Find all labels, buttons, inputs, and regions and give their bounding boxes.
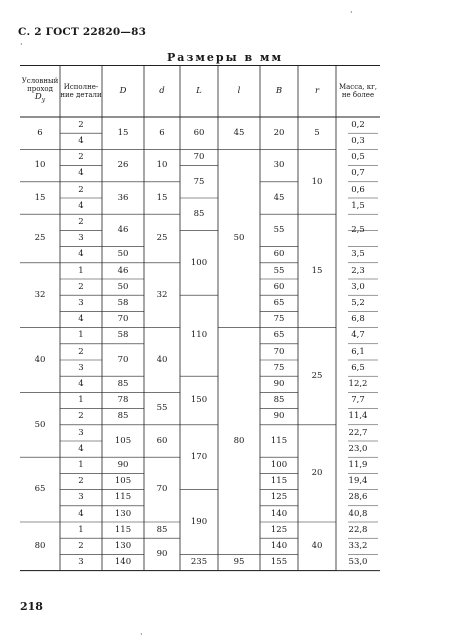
execution-cell: 2 bbox=[78, 119, 84, 130]
execution-cell: 1 bbox=[78, 330, 84, 341]
L-cell: 170 bbox=[190, 451, 208, 462]
execution-cell: 2 bbox=[78, 152, 84, 163]
mass-cell: 3,5 bbox=[351, 249, 365, 260]
B-cell: 75 bbox=[273, 362, 285, 373]
B-cell: 55 bbox=[273, 225, 285, 236]
execution-cell: 4 bbox=[78, 508, 84, 519]
mass-cell: 0,6 bbox=[351, 184, 365, 195]
D-cell: 70 bbox=[117, 354, 129, 365]
mass-cell: 6,1 bbox=[351, 346, 365, 357]
B-cell: 155 bbox=[270, 557, 288, 568]
B-cell: 20 bbox=[273, 127, 285, 138]
mass-cell: 22,8 bbox=[348, 524, 368, 535]
d-cell: 85 bbox=[156, 524, 168, 535]
D-cell: 58 bbox=[117, 298, 129, 309]
l-cell: 45 bbox=[233, 127, 245, 138]
L-cell: 190 bbox=[190, 516, 208, 527]
mass-cell: 0,3 bbox=[351, 136, 365, 147]
r-cell: 15 bbox=[311, 265, 323, 276]
B-cell: 65 bbox=[273, 330, 285, 341]
r-cell: 25 bbox=[311, 370, 323, 381]
mass-cell: 0,5 bbox=[351, 152, 365, 163]
execution-cell: 1 bbox=[78, 460, 84, 471]
column-header-mass: Масса, кг, не более bbox=[338, 83, 378, 99]
execution-cell: 2 bbox=[78, 541, 84, 552]
execution-cell: 1 bbox=[78, 265, 84, 276]
execution-cell: 2 bbox=[78, 476, 84, 487]
L-cell: 110 bbox=[190, 330, 208, 341]
D-cell: 50 bbox=[117, 281, 129, 292]
l-cell: 95 bbox=[233, 557, 245, 568]
column-header-l: l bbox=[237, 86, 241, 96]
L-cell: 75 bbox=[193, 176, 205, 187]
mass-cell: 3,0 bbox=[351, 281, 365, 292]
L-cell: 60 bbox=[193, 127, 205, 138]
d-cell: 90 bbox=[156, 549, 168, 560]
d-cell: 25 bbox=[156, 233, 168, 244]
page-number: 218 bbox=[20, 600, 43, 613]
execution-cell: 4 bbox=[78, 200, 84, 211]
execution-cell: 2 bbox=[78, 411, 84, 422]
d-cell: 10 bbox=[156, 160, 168, 171]
L-cell: 70 bbox=[193, 152, 205, 163]
scan-speck: · bbox=[140, 630, 143, 639]
D-cell: 46 bbox=[117, 265, 129, 276]
mass-cell: 1,5 bbox=[351, 200, 365, 211]
execution-cell: 4 bbox=[78, 249, 84, 260]
execution-cell: 3 bbox=[78, 492, 84, 503]
execution-cell: 1 bbox=[78, 395, 84, 406]
B-cell: 125 bbox=[270, 524, 288, 535]
mass-cell: 53,0 bbox=[348, 557, 368, 568]
dy-cell: 65 bbox=[34, 484, 46, 495]
execution-cell: 3 bbox=[78, 557, 84, 568]
D-cell: 90 bbox=[117, 460, 129, 471]
column-header-d: d bbox=[159, 86, 165, 96]
d-cell: 40 bbox=[156, 354, 168, 365]
D-cell: 105 bbox=[114, 476, 132, 487]
D-cell: 46 bbox=[117, 225, 129, 236]
B-cell: 125 bbox=[270, 492, 288, 503]
r-cell: 20 bbox=[311, 468, 323, 479]
scan-speck: · bbox=[350, 8, 353, 17]
execution-cell: 2 bbox=[78, 217, 84, 228]
scan-speck: · bbox=[20, 40, 23, 49]
mass-cell: 33,2 bbox=[348, 541, 368, 552]
L-cell: 100 bbox=[190, 257, 208, 268]
column-header-B: B bbox=[275, 86, 283, 96]
d-cell: 6 bbox=[159, 127, 165, 138]
dy-cell: 80 bbox=[34, 541, 46, 552]
D-cell: 85 bbox=[117, 411, 129, 422]
D-cell: 130 bbox=[114, 541, 132, 552]
mass-cell: 4,7 bbox=[351, 330, 365, 341]
column-header-dy: Условный проход $D_y$ bbox=[21, 77, 59, 104]
l-cell: 80 bbox=[233, 435, 245, 446]
r-cell: 5 bbox=[314, 127, 320, 138]
mass-cell: 40,8 bbox=[348, 508, 368, 519]
execution-cell: 4 bbox=[78, 379, 84, 390]
D-cell: 50 bbox=[117, 249, 129, 260]
D-cell: 58 bbox=[117, 330, 129, 341]
B-cell: 115 bbox=[270, 476, 288, 487]
B-cell: 85 bbox=[273, 395, 285, 406]
d-cell: 32 bbox=[156, 289, 168, 300]
B-cell: 140 bbox=[270, 508, 288, 519]
mass-cell: 6,5 bbox=[351, 362, 365, 373]
B-cell: 70 bbox=[273, 346, 285, 357]
D-cell: 130 bbox=[114, 508, 132, 519]
dy-symbol: $D_y$ bbox=[34, 92, 46, 104]
d-cell: 60 bbox=[156, 435, 168, 446]
D-cell: 85 bbox=[117, 379, 129, 390]
column-header-D: D bbox=[119, 86, 127, 96]
execution-cell: 3 bbox=[78, 233, 84, 244]
D-cell: 70 bbox=[117, 314, 129, 325]
mass-cell: 19,4 bbox=[348, 476, 368, 487]
execution-cell: 4 bbox=[78, 168, 84, 179]
B-cell: 140 bbox=[270, 541, 288, 552]
d-cell: 15 bbox=[156, 192, 168, 203]
dy-cell: 25 bbox=[34, 233, 46, 244]
D-cell: 36 bbox=[117, 192, 129, 203]
execution-cell: 4 bbox=[78, 314, 84, 325]
execution-cell: 2 bbox=[78, 184, 84, 195]
mass-cell: 12,2 bbox=[348, 379, 368, 390]
L-cell: 85 bbox=[193, 208, 205, 219]
dy-cell: 6 bbox=[37, 127, 43, 138]
B-cell: 60 bbox=[273, 281, 285, 292]
D-cell: 105 bbox=[114, 435, 132, 446]
D-cell: 15 bbox=[117, 127, 129, 138]
B-cell: 60 bbox=[273, 249, 285, 260]
D-cell: 26 bbox=[117, 160, 129, 171]
page-header: С. 2 ГОСТ 22820—83 bbox=[18, 26, 147, 38]
B-cell: 45 bbox=[273, 192, 285, 203]
column-header-isp: Исполне-ние детали bbox=[60, 83, 102, 99]
B-cell: 115 bbox=[270, 435, 288, 446]
execution-cell: 3 bbox=[78, 427, 84, 438]
D-cell: 78 bbox=[117, 395, 129, 406]
execution-cell: 2 bbox=[78, 281, 84, 292]
B-cell: 90 bbox=[273, 379, 285, 390]
column-header-L: L bbox=[196, 86, 202, 96]
mass-cell: 7,7 bbox=[351, 395, 365, 406]
L-cell: 150 bbox=[190, 395, 208, 406]
r-cell: 10 bbox=[311, 176, 323, 187]
execution-cell: 3 bbox=[78, 362, 84, 373]
L-cell: 235 bbox=[190, 557, 208, 568]
mass-cell: 11,9 bbox=[348, 460, 368, 471]
B-cell: 75 bbox=[273, 314, 285, 325]
table-caption: Размеры в мм bbox=[166, 51, 284, 64]
l-cell: 50 bbox=[233, 233, 245, 244]
mass-cell: 23,0 bbox=[348, 443, 368, 454]
dy-cell: 10 bbox=[34, 160, 46, 171]
mass-cell: 22,7 bbox=[348, 427, 368, 438]
execution-cell: 4 bbox=[78, 136, 84, 147]
dy-cell: 15 bbox=[34, 192, 46, 203]
d-cell: 70 bbox=[156, 484, 168, 495]
execution-cell: 1 bbox=[78, 524, 84, 535]
B-cell: 100 bbox=[270, 460, 288, 471]
mass-cell: 0,2 bbox=[351, 119, 365, 130]
dy-cell: 32 bbox=[34, 289, 46, 300]
mass-cell: 11,4 bbox=[348, 411, 368, 422]
mass-cell: 6,8 bbox=[351, 314, 365, 325]
column-header-r: r bbox=[314, 86, 320, 96]
B-cell: 90 bbox=[273, 411, 285, 422]
execution-cell: 4 bbox=[78, 443, 84, 454]
mass-cell: 5,2 bbox=[351, 298, 365, 309]
execution-cell: 2 bbox=[78, 346, 84, 357]
D-cell: 115 bbox=[114, 492, 132, 503]
B-cell: 55 bbox=[273, 265, 285, 276]
mass-cell: 2,3 bbox=[351, 265, 365, 276]
mass-cell: 2,5 bbox=[351, 225, 365, 236]
dimensions-table bbox=[20, 65, 420, 585]
dy-cell: 40 bbox=[34, 354, 46, 365]
d-cell: 55 bbox=[156, 403, 168, 414]
mass-cell: 28,6 bbox=[348, 492, 368, 503]
D-cell: 115 bbox=[114, 524, 132, 535]
dy-cell: 50 bbox=[34, 419, 46, 430]
execution-cell: 3 bbox=[78, 298, 84, 309]
B-cell: 30 bbox=[273, 160, 285, 171]
mass-cell: 0,7 bbox=[351, 168, 365, 179]
B-cell: 65 bbox=[273, 298, 285, 309]
r-cell: 40 bbox=[311, 541, 323, 552]
D-cell: 140 bbox=[114, 557, 132, 568]
